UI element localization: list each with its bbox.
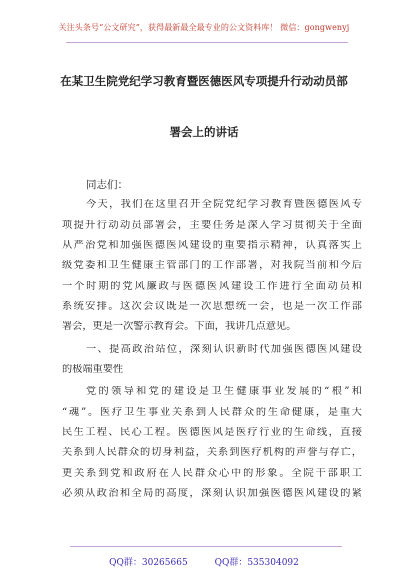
- body-line: 更关系到党和政府在人民群众心中的形象。全院干部职工: [62, 468, 362, 479]
- footer: [0, 555, 408, 568]
- body-line: 一个时期的党风廉政与医德医风建设工作进行全面动员和: [62, 281, 362, 292]
- footer-qq-group-1: QQ群：30265665: [109, 558, 188, 568]
- salutation: 同志们：: [86, 179, 128, 191]
- body-line: 必须从政治和全局的高度，深刻认识加强医德医风建设的紧: [62, 488, 362, 499]
- section-heading-1: 一、提高政治站位，深刻认识新时代加强医德医风建设: [86, 344, 362, 355]
- section-heading-1-continued: 的极端重要性: [62, 364, 124, 375]
- body-line: 党的领导和党的建设是卫生健康事业发展的“根”和: [86, 386, 362, 397]
- body-line: 项提升行动动员部署会，主要任务是深入学习贯彻关于全面: [62, 220, 362, 231]
- footer-qq-group-2: QQ群：535304092: [214, 558, 299, 568]
- body-line: 今天，我们在这里召开全院党纪学习教育暨医德医风专: [86, 199, 362, 210]
- body-line: 系统安排。这次会议既是一次思想统一会，也是一次工作部: [62, 301, 362, 312]
- header-divider: [66, 42, 348, 43]
- document-title-line-1: 在某卫生院党纪学习教育暨医德医风专项提升行动动员部: [60, 74, 348, 88]
- document-title-line-2: 署会上的讲话: [169, 125, 239, 139]
- body-line: 署会，更是一次警示教育会。下面，我讲几点意见。: [62, 321, 297, 332]
- body-line: “魂”。医疗卫生事业关系到人民群众的生命健康，是重大: [62, 407, 362, 418]
- body-line: 从严治党和加强医德医风建设的重要指示精神，认真落实上: [62, 240, 362, 251]
- body-line: 级党委和卫生健康主管部门的工作部署，对我院当前和今后: [62, 260, 362, 271]
- body-line: 民生工程、民心工程。医德医风是医疗行业的生命线，直接: [62, 427, 362, 438]
- footer-divider: [70, 546, 342, 547]
- header-banner: 关注头条号“公文研究”，获得最新最全最专业的公文资料库！ 微信：gongwenyj: [58, 23, 350, 32]
- body-line: 关系到人民群众的切身利益，关系到医疗机构的声誉与存亡，: [62, 447, 362, 458]
